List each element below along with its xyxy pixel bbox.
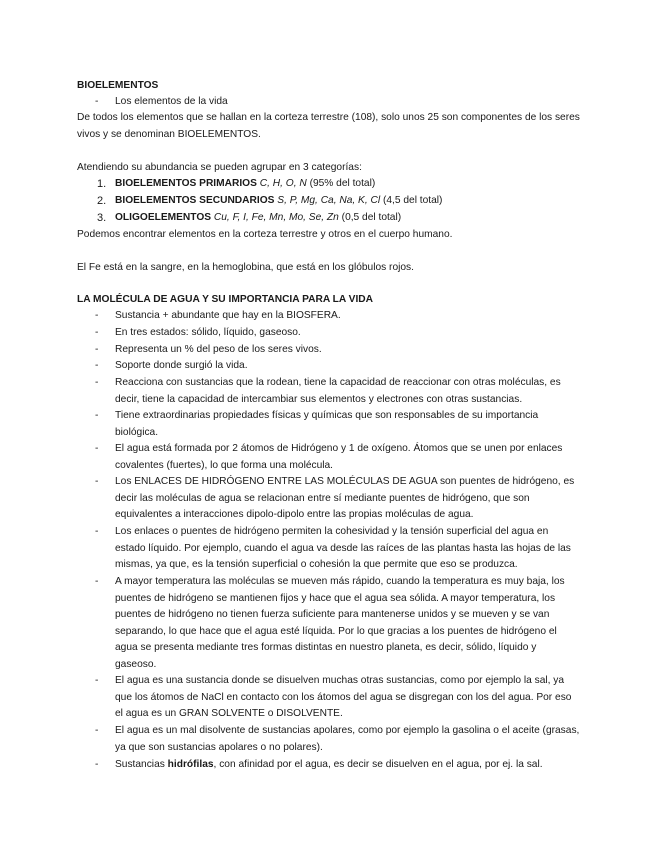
section-title-bioelementos: BIOELEMENTOS [77, 80, 159, 91]
paragraph: De todos los elementos que se hallan en la corteza terrestre (108), solo unos 25 son componentes de los seres vivos y se denominan BIOELEMENTOS. [77, 112, 580, 140]
list-item-text: Tiene extraordinarias propiedades físicas y químicas que son responsables de su importancia biológica. [115, 410, 539, 438]
list-item-text: En tres estados: sólido, líquido, gaseoso. [115, 327, 301, 338]
category-percent: (0,5 del total) [341, 212, 402, 223]
dash-bullet: - [95, 360, 99, 371]
list-item-text: Representa un % del peso de los seres vivos. [115, 344, 322, 355]
dash-bullet: - [95, 344, 99, 355]
dash-bullet: - [95, 410, 99, 421]
paragraph: Atendiendo su abundancia se pueden agrupar en 3 categorías: [77, 162, 362, 173]
category-elements: Cu, F, I, Fe, Mn, Mo, Se, Zn [213, 212, 339, 223]
category-elements: S, P, Mg, Ca, Na, K, Cl [277, 195, 381, 206]
list-item-text [115, 757, 580, 774]
category-name: BIOELEMENTOS PRIMARIOS [115, 178, 257, 189]
category-percent: (4,5 del total) [382, 195, 443, 206]
list-item-text: Soporte donde surgió la vida. [115, 360, 248, 371]
category-percent: (95% del total) [309, 178, 376, 189]
item-number: 2. [97, 195, 107, 207]
bold-term: hidrófilas [167, 759, 214, 770]
category-name: BIOELEMENTOS SECUNDARIOS [115, 195, 275, 206]
list-item-text: Los enlaces o puentes de hidrógeno permiten la cohesividad y la tensión superficial del agua en estado líquido. Por ejemplo, cuando el agua va desde las raíces de las plantas hasta las hojas de las mismas, ya que, es la tensión superficial o cohesión la que permite que eso se produzca. [115, 526, 571, 570]
dash-bullet: - [95, 96, 99, 107]
text-run: , con afinidad por el agua, es decir se disuelven en el agua, por ej. la sal. [213, 759, 543, 770]
list-item-text: El agua es una sustancia donde se disuelven muchas otras sustancias, como por ejemplo la sal, ya que los átomos de NaCl en contacto con los átomos del agua se disgregan con los del agua. Por eso el agua es un GRAN SOLVENTE o DISOLVENTE. [115, 675, 572, 719]
list-item-text: Reacciona con sustancias que la rodean, tiene la capacidad de reaccionar con otras moléculas, es decir, tiene la capacidad de intercambiar sus elementos y electrones con otras sustancias. [115, 377, 561, 405]
dash-bullet: - [95, 377, 99, 388]
dash-bullet: - [95, 476, 99, 487]
list-item-text: Los elementos de la vida [115, 96, 228, 107]
dash-bullet: - [95, 310, 99, 321]
category-elements: C, H, O, N [259, 178, 307, 189]
list-item-text: A mayor temperatura las moléculas se mueven más rápido, cuando la temperatura es muy baja, los puentes de hidrógeno se mantienen fijos y hace que el agua sea sólida. A mayor temperatura, los puentes de hidrógeno no tienen fuerza suficiente para mantenerse unidos y se mueven y se van separando, lo que hace que el agua esté líquida. Por lo que gracias a los puentes de hidrógeno el agua se presenta mediante tres formas distintas en nuestro planeta, es decir, sólido, líquido y gaseoso. [115, 576, 565, 670]
item-number: 1. [97, 178, 107, 190]
item-number: 3. [97, 212, 107, 224]
text-run: Sustancias [115, 759, 168, 770]
dash-bullet: - [95, 725, 99, 736]
dash-bullet: - [95, 526, 99, 537]
dash-bullet: - [95, 675, 99, 686]
dash-bullet: - [95, 327, 99, 338]
paragraph: Podemos encontrar elementos en la corteza terrestre y otros en el cuerpo humano. [77, 229, 453, 240]
list-item-text: El agua es un mal disolvente de sustancias apolares, como por ejemplo la gasolina o el aceite (grasas, ya que son sustancias apolares o no polares). [115, 725, 580, 753]
dash-bullet: - [95, 443, 99, 454]
dash-bullet: - [95, 759, 99, 770]
category-name: OLIGOELEMENTOS [115, 212, 212, 223]
dash-bullet: - [95, 576, 99, 587]
list-item-text: Sustancia + abundante que hay en la BIOSFERA. [115, 310, 341, 321]
list-item-text: El agua está formada por 2 átomos de Hidrógeno y 1 de oxígeno. Átomos que se unen por enlaces covalentes (fuertes), lo que forma una molécula. [115, 443, 563, 471]
paragraph: El Fe está en la sangre, en la hemoglobina, que está en los glóbulos rojos. [77, 262, 414, 273]
section-title-agua: LA MOLÉCULA DE AGUA Y SU IMPORTANCIA PARA LA VIDA [77, 294, 373, 305]
list-item-text: Los ENLACES DE HIDRÓGENO ENTRE LAS MOLÉCULAS DE AGUA son puentes de hidrógeno, es decir las moléculas de agua se relacionan entre sí mediante puentes de hidrógeno, que son equivalentes a interacciones dipolo-dipolo entre las propias moléculas de agua. [115, 476, 575, 520]
